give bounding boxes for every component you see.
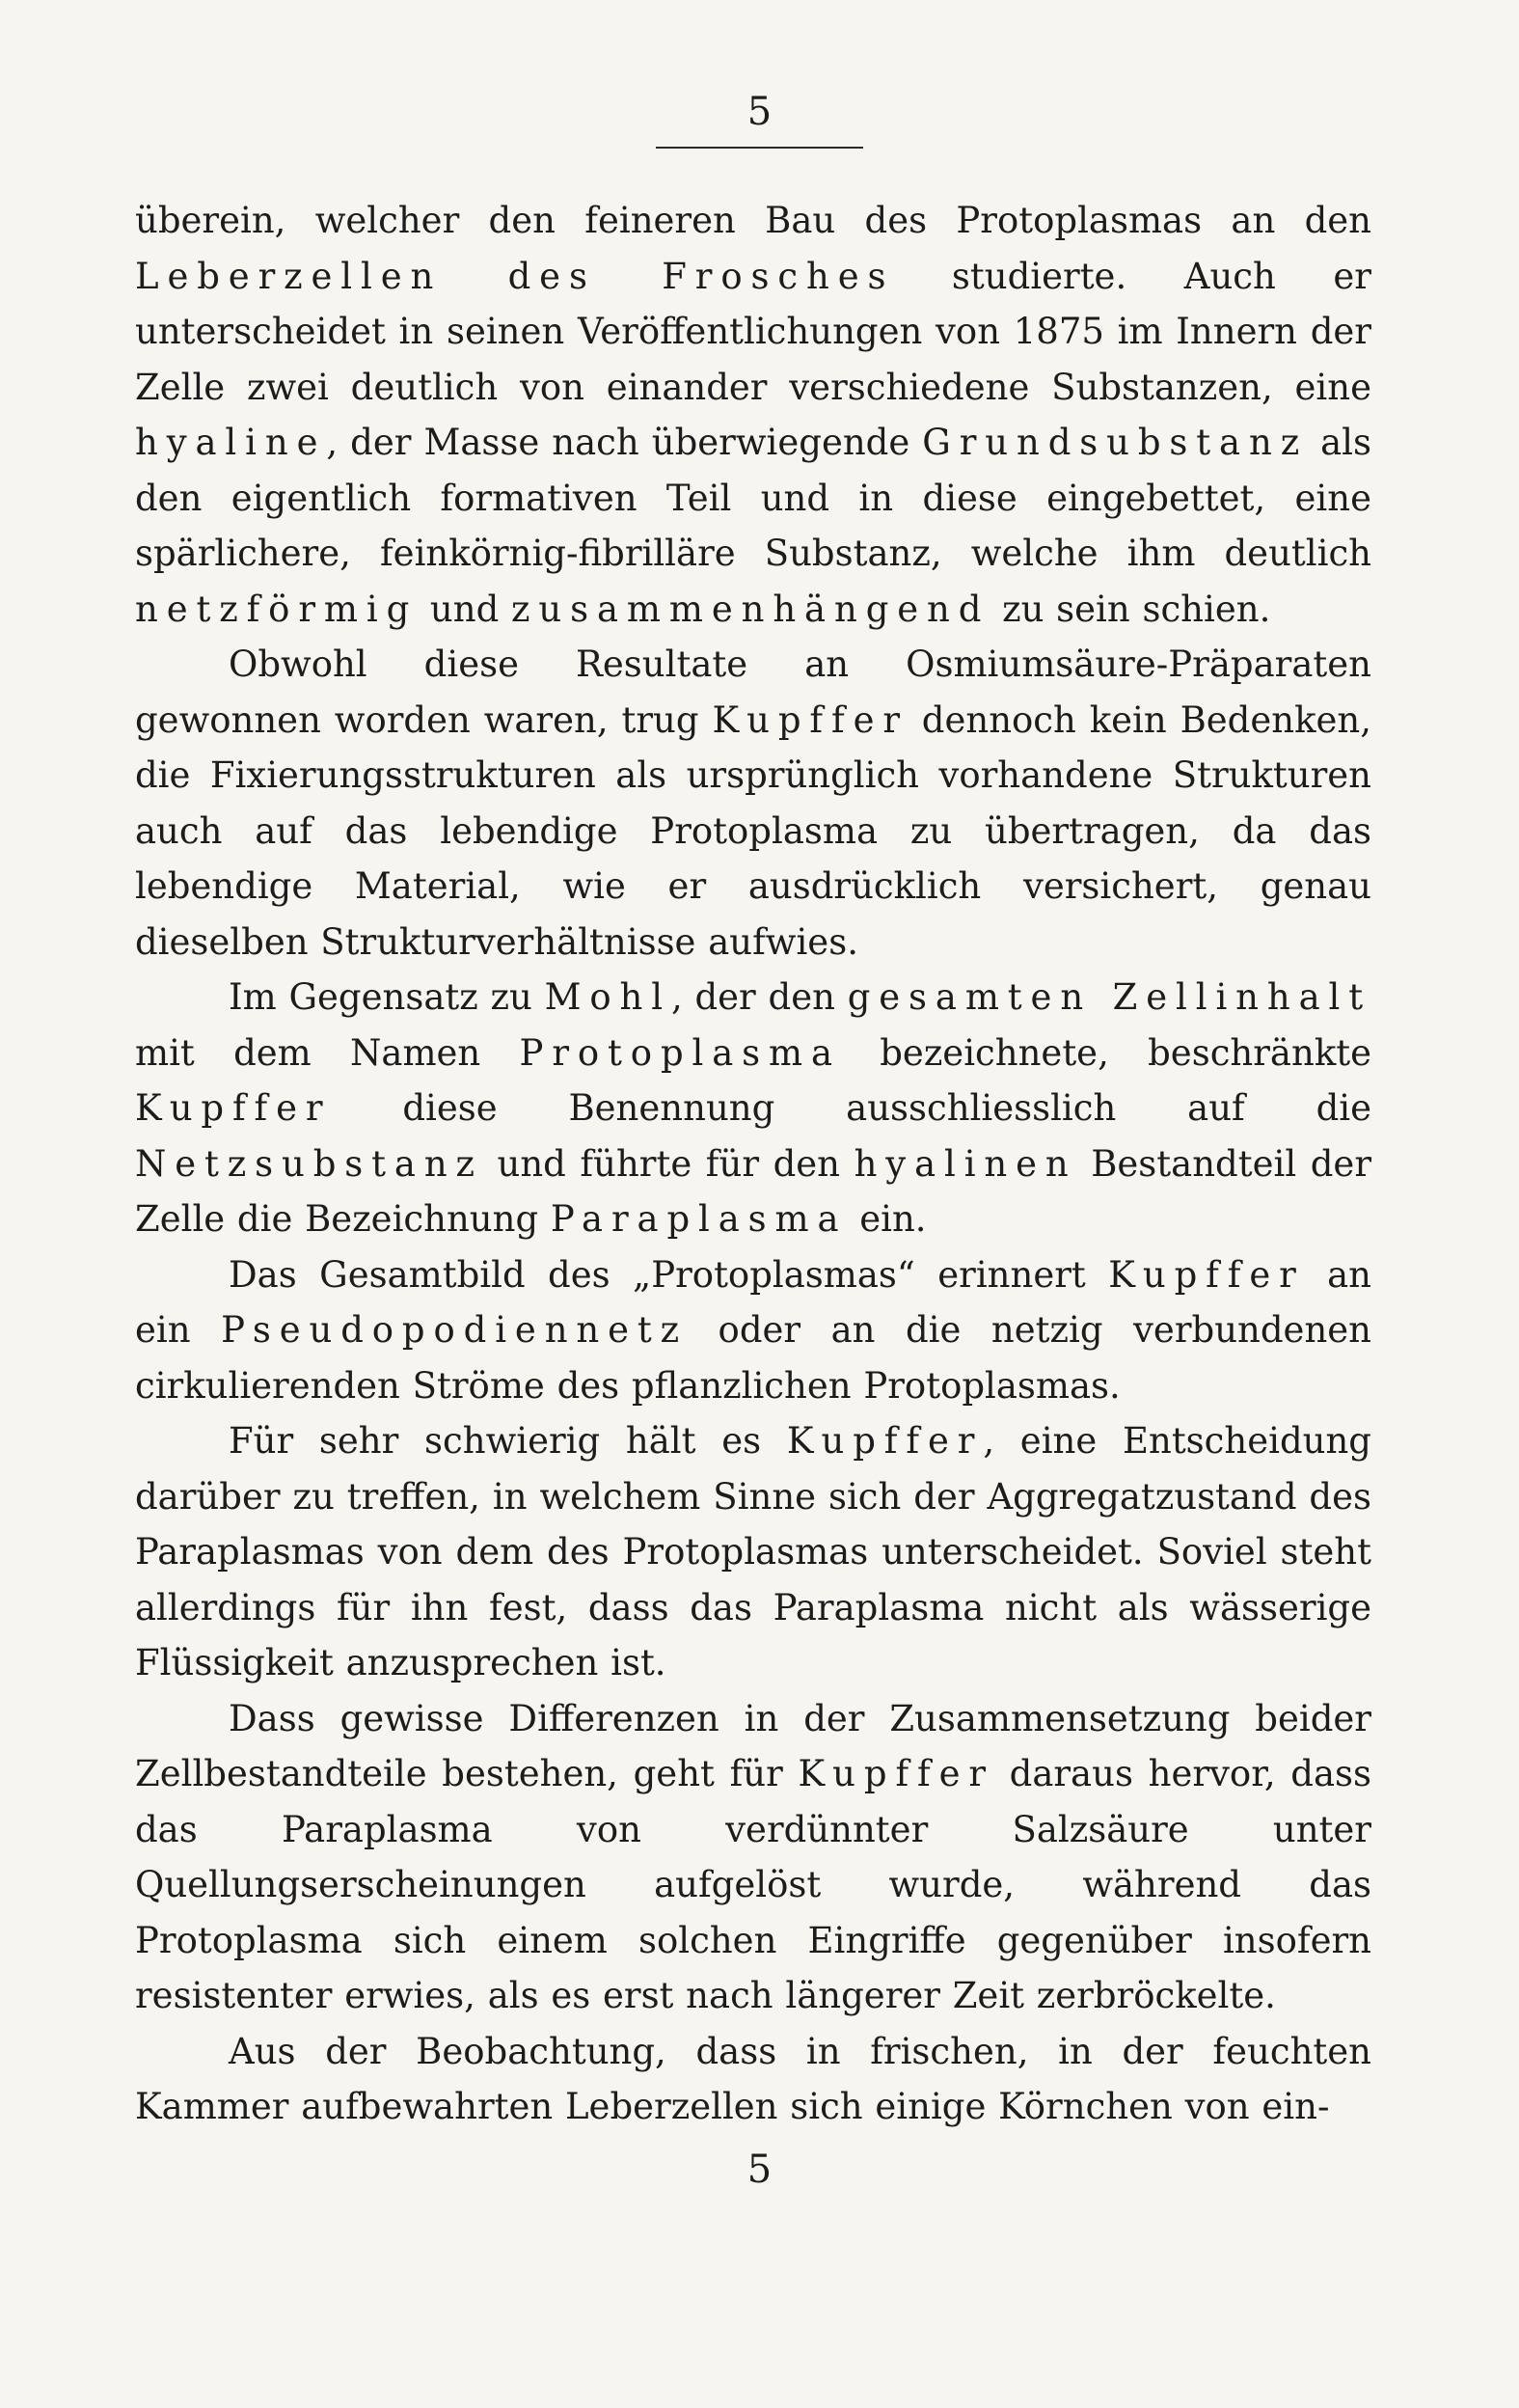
text-run: , der den [670,976,848,1018]
text-run: studierte. Auch er unterscheidet in seinen Veröffentlichungen von 1875 im Innern der Zelle zwei deutlich von einander verschiedene Substanzen, eine [135,255,1371,408]
text-run: Bestandteil der Zelle die Bezeichnung [135,1142,1372,1240]
spaced-term: Kupffer [798,1753,994,1794]
spaced-term: Kupffer [786,1420,984,1462]
spaced-term: hyalinen [854,1142,1077,1185]
text-run: als den eigentlich formativen Teil und in diese eingebettet, eine spärlichere, feinkörnig-fibrilläre Substanz, welche ihm deutlich [135,422,1371,574]
text-run: , eine Entscheidung darüber zu treffen, in welchem Sinne sich der Aggregatzustand des Paraplasmas von dem des Protoplasmas unterscheidet. Soviel steht allerdings für ihn fest, dass das Paraplasma nicht als wässerige Flüssigkeit anzusprechen ist. [135,1420,1371,1683]
text-run: daraus hervor, dass das Paraplasma von verdünnter Salzsäure unter Quellungserscheinungen aufgelöst wurde, während das Protoplasma sich einem solchen Eingriffe gegenüber insofern resistenter erwies, als es erst nach längerer Zeit zerbröckelte. [135,1753,1371,2016]
text-run: ein. [847,1198,927,1240]
spaced-term: hyaline [135,422,327,463]
spaced-term: Grundsubstanz [922,422,1309,463]
text-run: und führte für den [482,1142,854,1185]
text-run: zu sein schien. [990,588,1271,630]
text-run: und [418,588,512,630]
paragraph-4 [135,1247,1371,1414]
paragraph-2 [135,637,1371,970]
spaced-term: Kupffer [1108,1253,1305,1296]
paragraph-6 [135,1691,1371,2024]
text-run: Aus der Beobachtung, dass in frischen, in der feuchten Kammer aufbewahrten Leberzellen sich einige Körnchen von ein- [135,2030,1371,2127]
spaced-term: Kupffer [712,698,909,741]
text-run: an ein [135,1253,1371,1351]
spaced-term: Kupffer [135,1087,332,1129]
text-run: Obwohl diese Resultate an Osmiumsäure-Präparaten gewonnen worden waren, trug [135,643,1371,741]
text-run: überein, welcher den feineren Bau des Protoplasmas an den [135,200,1371,241]
text-run: mit dem Namen [135,1031,520,1074]
text-run: Für sehr schwierig hält es [229,1420,787,1462]
spaced-term: gesamten Zellinhalt [847,976,1372,1018]
spaced-term: zusammenhängend [511,588,990,630]
page-number-top: 5 [746,90,773,134]
paragraph-5 [135,1413,1371,1691]
spaced-term: Netzsubstanz [135,1142,483,1185]
spaced-term: Mohl [544,976,671,1018]
spaced-term: Pseudopodiennetz [221,1309,689,1351]
header-rule [656,147,863,149]
page-number-bottom: 5 [746,2148,773,2192]
spaced-term: Protoplasma [519,1031,841,1074]
body-text [135,193,1371,2135]
text-run: oder an die netzig verbundenen cirkulierenden Ströme des pflanzlichen Protoplasmas. [135,1309,1371,1407]
paragraph-1 [135,193,1371,637]
text-run: diese Benennung ausschliesslich auf die [331,1087,1371,1129]
paragraph-3 [135,970,1371,1247]
paragraph-7 [135,2024,1371,2135]
text-run: Das Gesamtbild des „Protoplasmas“ erinnert [229,1253,1109,1296]
spaced-term: Leberzellen des Frosches [135,255,895,297]
spaced-term: netzförmig [135,588,419,630]
text-run: dennoch kein Bedenken, die Fixierungsstrukturen als ursprünglich vorhandene Strukturen auch auf das lebendige Protoplasma zu übertragen, da das lebendige Material, wie er ausdrücklich versichert, genau dieselben Strukturverhältnisse aufwies. [135,698,1371,963]
text-run: , der Masse nach überwiegende [326,422,923,463]
text-run: Im Gegensatz zu [229,976,545,1018]
text-run: Dass gewisse Differenzen in der Zusammensetzung beider Zellbestandteile bestehen, geht für [135,1697,1371,1794]
spaced-term: Paraplasma [550,1198,848,1240]
text-run: bezeichnete, beschränkte [840,1031,1372,1074]
